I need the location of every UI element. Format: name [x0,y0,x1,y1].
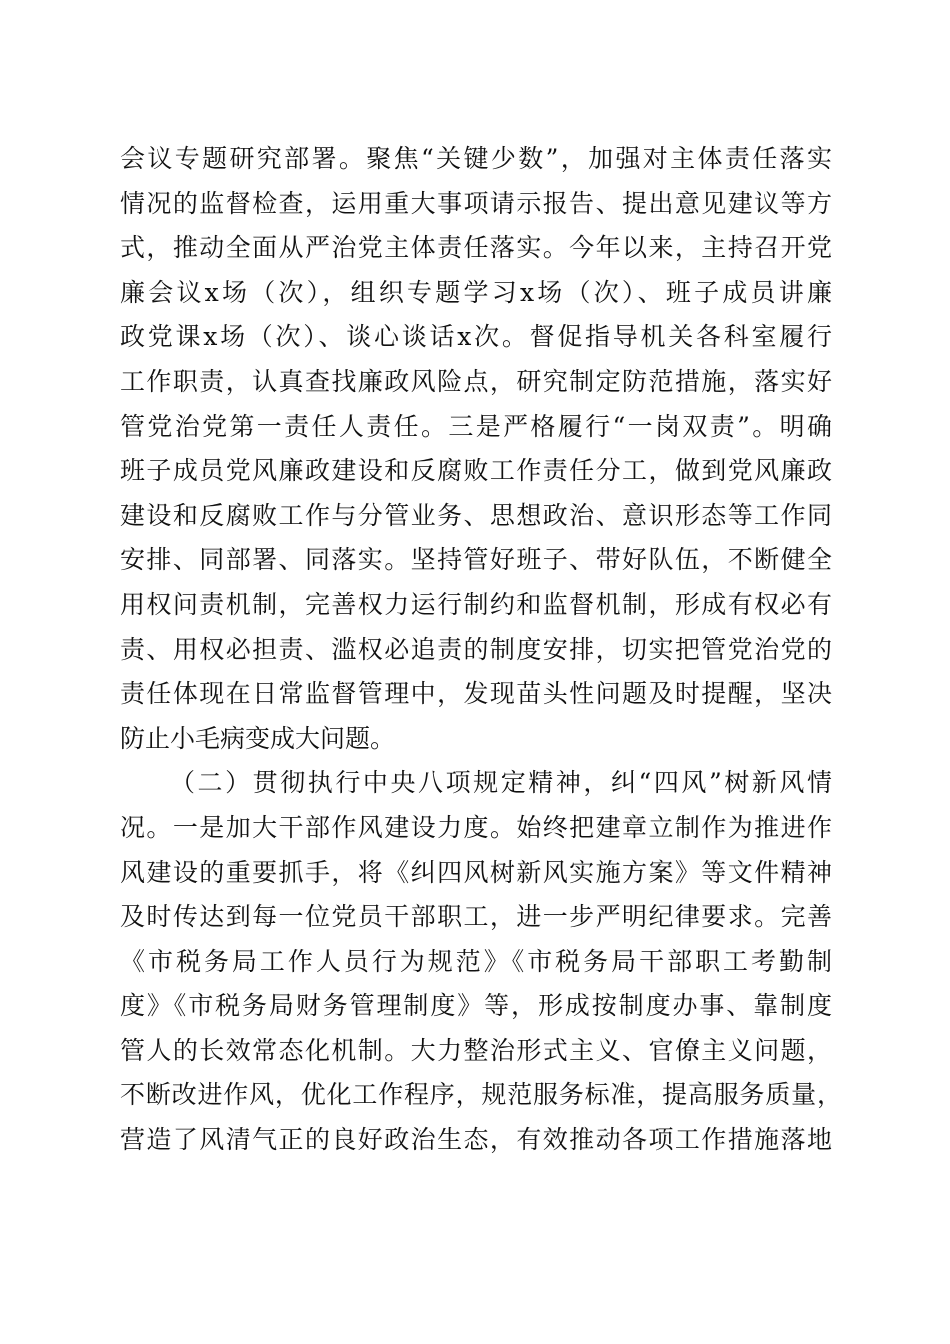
text-line: 防止小毛病变成大问题。 [120,723,396,753]
text-line: 责、用权必担责、滥权必追责的制度安排，切实把管党治党的 [120,634,832,664]
text-line: 度》《市税务局财务管理制度》等，形成按制度办事、靠制度 [120,991,832,1021]
paragraph-eight-rules [120,761,842,1162]
text-line: 班子成员党风廉政建设和反腐败工作责任分工，做到党风廉政 [120,456,832,486]
text-line: 工作职责，认真查找廉政风险点，研究制定防范措施，落实好 [120,366,832,396]
text-line: 建设和反腐败工作与分管业务、思想政治、意识形态等工作同 [120,500,832,530]
text-line: 况。一是加大干部作风建设力度。始终把建章立制作为推进作 [120,812,832,842]
document-body [120,137,842,1163]
text-line: 《市税务局工作人员行为规范》《市税务局干部职工考勤制 [120,946,832,976]
paragraph-party-responsibility [120,137,832,761]
text-line: 责任体现在日常监督管理中，发现苗头性问题及时提醒，坚决 [120,679,832,709]
text-line: 管人的长效常态化机制。大力整治形式主义、官僚主义问题， [120,1035,832,1065]
text-line: 廉会议x场（次），组织专题学习x场（次）、班子成员讲廉 [120,277,832,307]
text-line: 风建设的重要抓手，将《纠四风树新风实施方案》等文件精神 [120,857,832,887]
text-line: 式，推动全面从严治党主体责任落实。今年以来，主持召开党 [120,233,832,263]
text-line: 会议专题研究部署。聚焦“关键少数”，加强对主体责任落实 [120,144,832,173]
text-line: 用权问责机制，完善权力运行制约和监督机制，形成有权必有 [120,589,832,619]
section-heading-line: （二）贯彻执行中央八项规定精神，纠“四风”树新风情 [170,768,832,798]
text-line: 政党课x场（次）、谈心谈话x次。督促指导机关各科室履行 [120,322,832,352]
text-line: 营造了风清气正的良好政治生态，有效推动各项工作措施落地 [120,1125,832,1155]
text-line: 及时传达到每一位党员干部职工，进一步严明纪律要求。完善 [120,902,832,932]
text-line: 安排、同部署、同落实。坚持管好班子、带好队伍，不断健全 [120,545,832,575]
text-line: 管党治党第一责任人责任。三是严格履行“一岗双责”。明确 [120,411,832,441]
text-line: 情况的监督检查，运用重大事项请示报告、提出意见建议等方 [120,188,832,218]
text-line: 不断改进作风，优化工作程序，规范服务标准，提高服务质量， [120,1080,842,1110]
